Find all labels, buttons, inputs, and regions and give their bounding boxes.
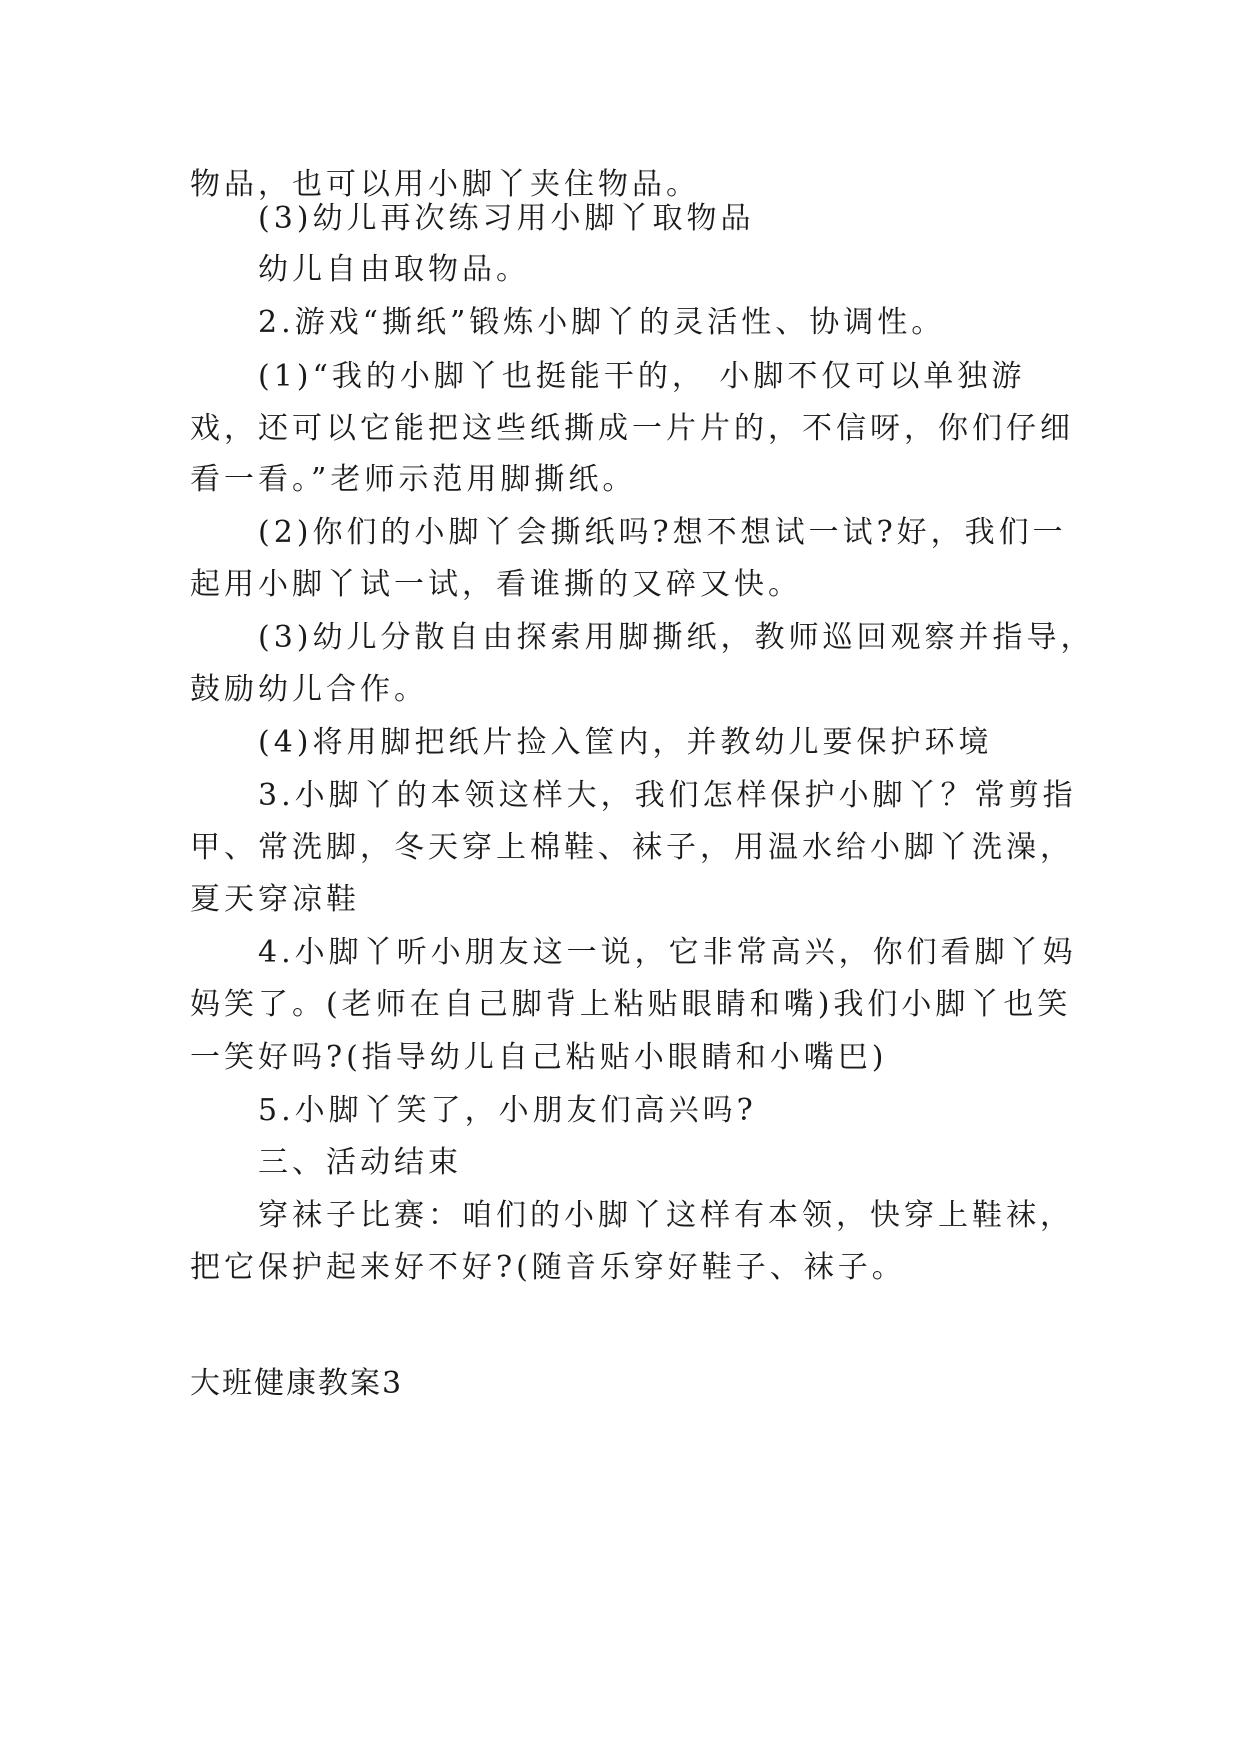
paragraph-line: (4)将用脚把纸片捡入筐内，并教幼儿要保护环境 [258,725,993,760]
paragraph-line: 三、活动结束 [258,1145,462,1180]
paragraph-line: 一笑好吗?(指导幼儿自己粘贴小眼睛和小嘴巴) [190,1040,888,1075]
paragraph-line: 把它保护起来好不好?(随音乐穿好鞋子、袜子。 [190,1250,906,1285]
paragraph-line: 5.小脚丫笑了，小朋友们高兴吗? [258,1093,757,1128]
section-heading: 大班健康教案3 [190,1366,404,1401]
paragraph-line: 起用小脚丫试一试，看谁撕的又碎又快。 [190,567,802,602]
paragraph-line: 甲、常洗脚，冬天穿上棉鞋、袜子，用温水给小脚丫洗澡， [190,830,1074,865]
paragraph-line: 鼓励幼儿合作。 [190,672,428,707]
paragraph-line: (3)幼儿分散自由探索用脚撕纸，教师巡回观察并指导， [258,620,1095,655]
paragraph-line: (3)幼儿再次练习用小脚丫取物品 [258,201,755,236]
paragraph-line: 物品，也可以用小脚丫夹住物品。 [190,167,700,202]
paragraph-line: 3.小脚丫的本领这样大，我们怎样保护小脚丫？常剪指 [258,778,1077,813]
paragraph-line: 穿袜子比赛：咱们的小脚丫这样有本领，快穿上鞋袜， [258,1198,1074,1233]
paragraph-line: 戏，还可以它能把这些纸撕成一片片的，不信呀，你们仔细 [190,411,1074,446]
paragraph-line: 看一看。”老师示范用脚撕纸。 [190,462,637,497]
paragraph-line: 2.游戏“撕纸”锻炼小脚丫的灵活性、协调性。 [258,305,946,340]
paragraph-line: 夏天穿凉鞋 [190,882,360,917]
paragraph-line: (2)你们的小脚丫会撕纸吗?想不想试一试?好，我们一 [258,515,1067,550]
paragraph-line: 4.小脚丫听小朋友这一说，它非常高兴，你们看脚丫妈 [258,935,1077,970]
paragraph-line: (1)“我的小脚丫也挺能干的， 小脚不仅可以单独游 [258,359,1026,394]
paragraph-line: 妈笑了。(老师在自己脚背上粘贴眼睛和嘴)我们小脚丫也笑 [190,987,1072,1022]
paragraph-line: 幼儿自由取物品。 [258,252,530,287]
